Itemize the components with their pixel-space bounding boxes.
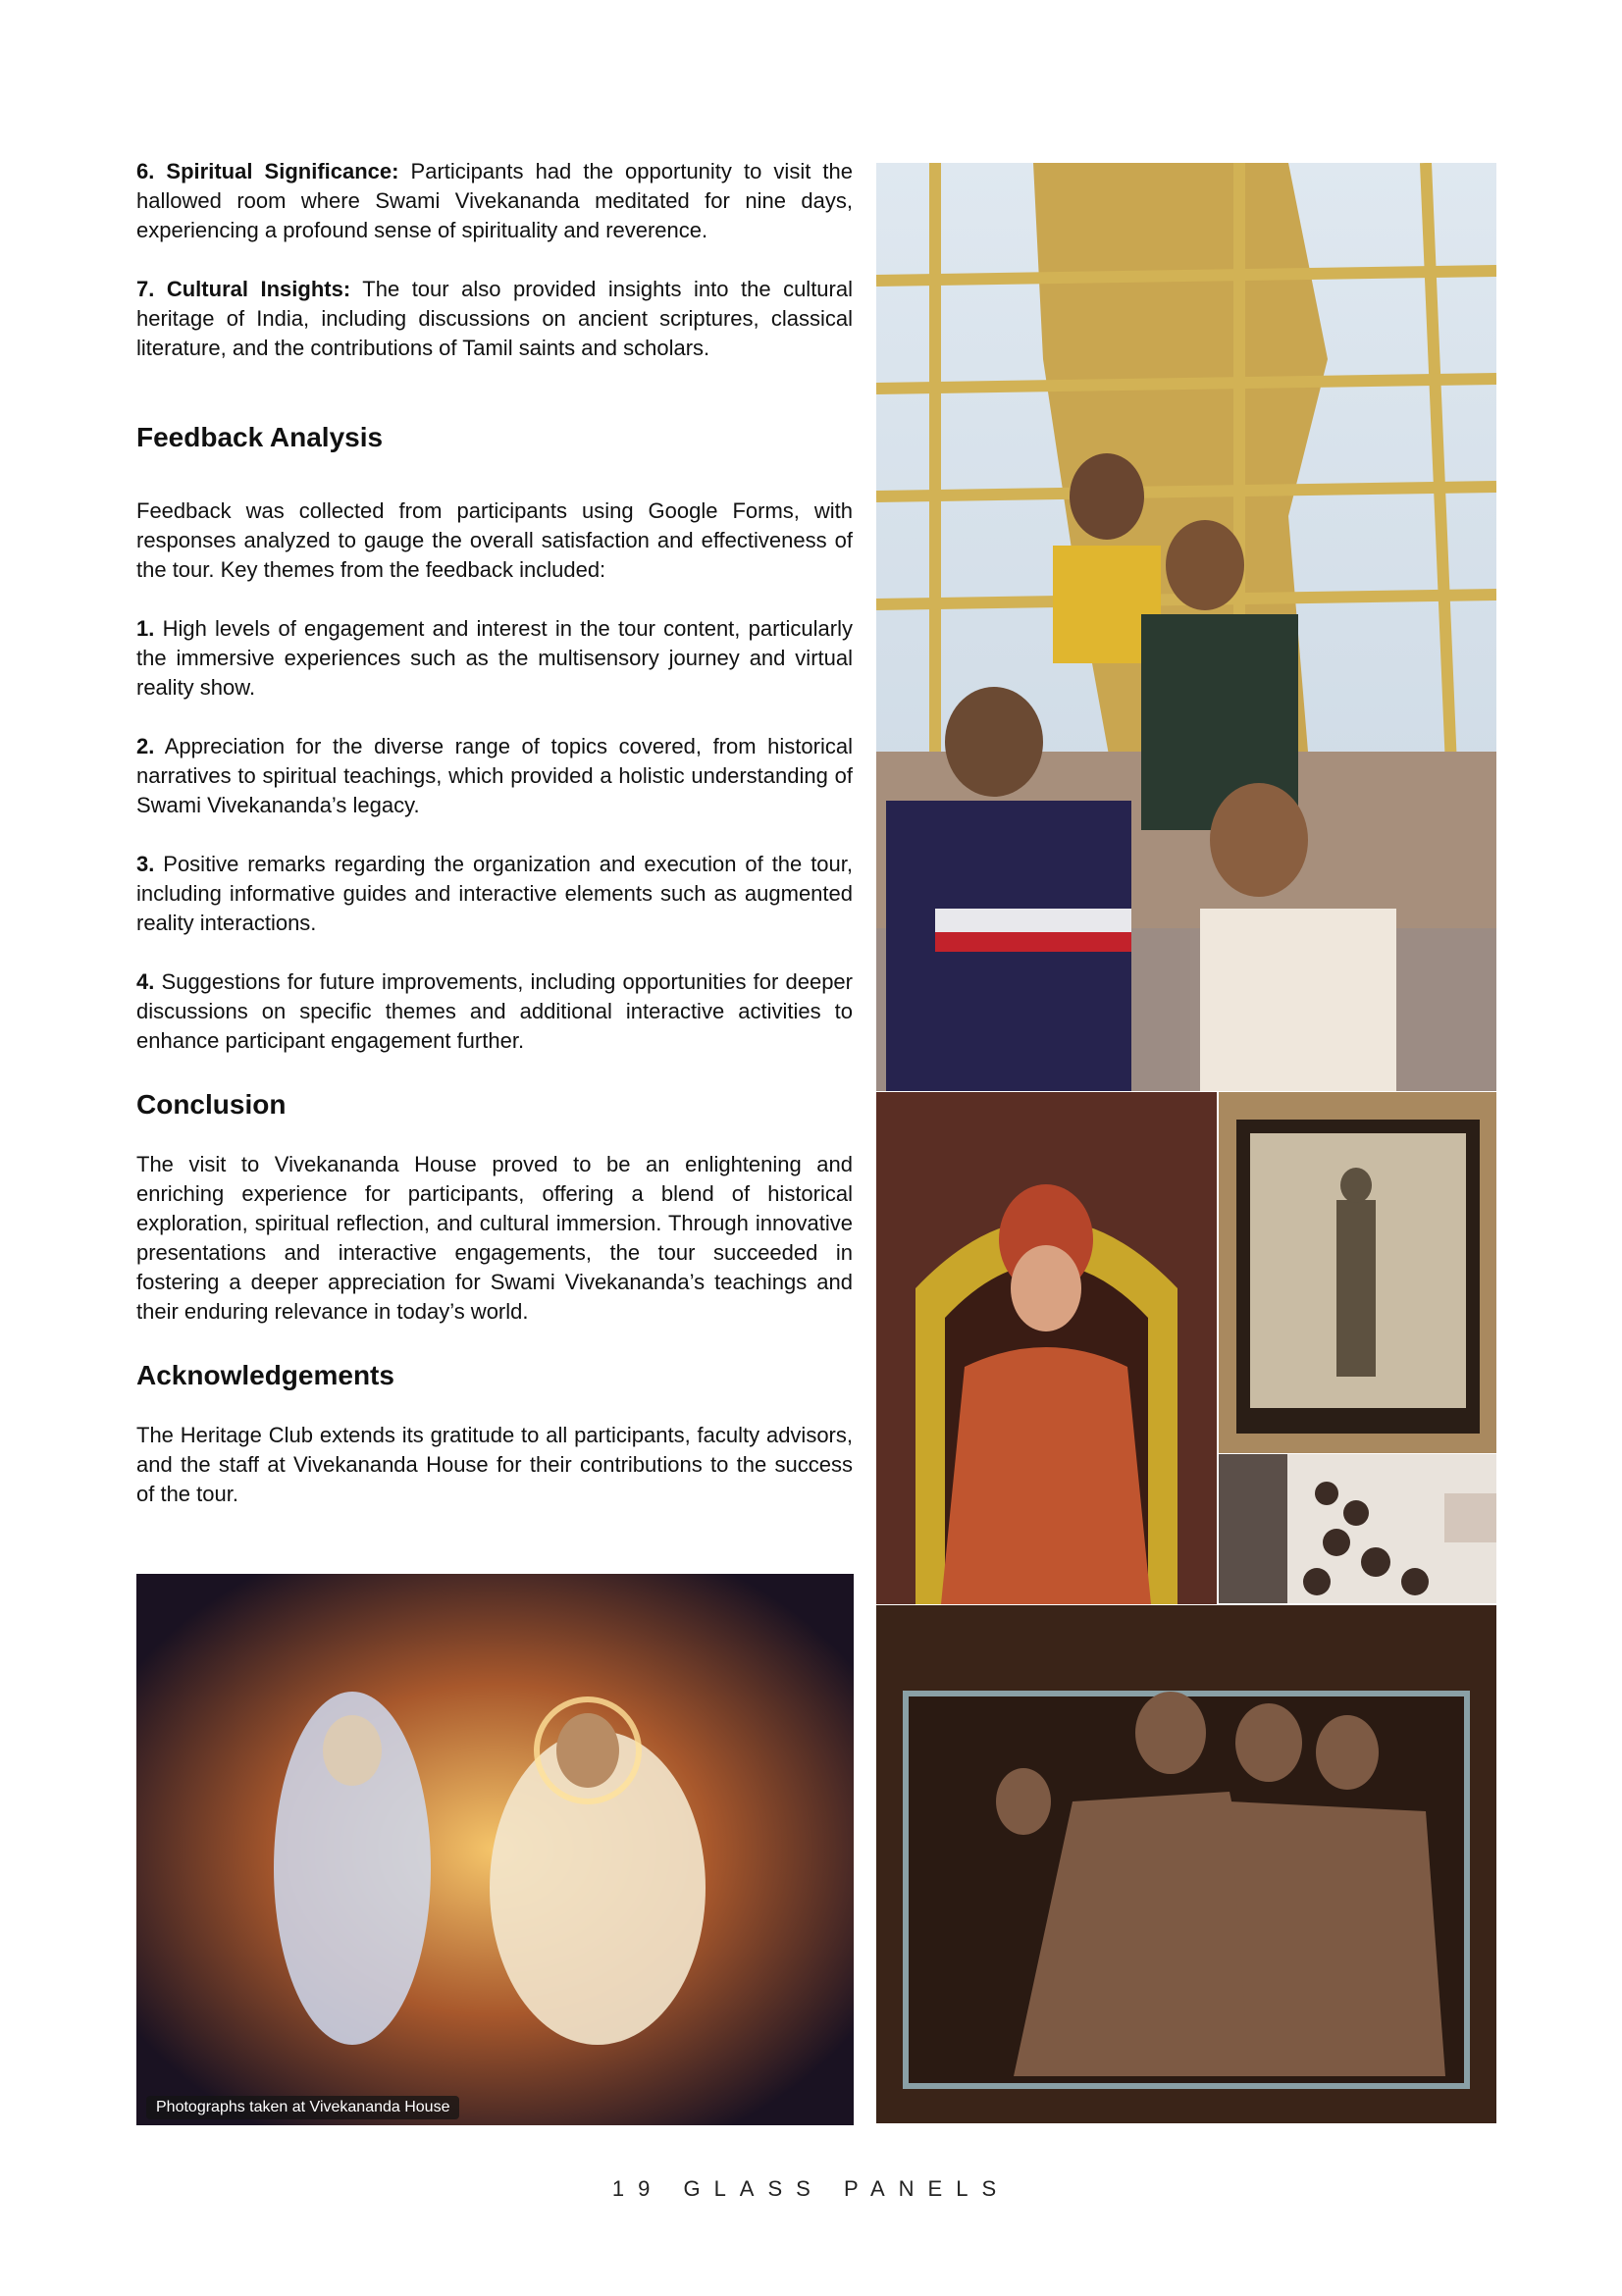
- photo-vivekananda-painting: [136, 1574, 854, 2125]
- photo-visitors-corridor: [1219, 1454, 1496, 1603]
- page-footer: 19 GLASS PANELS: [611, 2176, 1011, 2201]
- text-column: [136, 157, 853, 1509]
- heading-conclusion: Conclusion: [136, 1089, 287, 1120]
- acknowledgements-text: The Heritage Club extends its gratitude to all participants, faculty advisors, and the staff at Vivekananda House for their contributions to the success of the tour.: [136, 1423, 853, 1506]
- photo-framed-portrait: [1219, 1092, 1496, 1453]
- feedback-item: 3. Positive remarks regarding the organization and execution of the tour, including informative guides and interactive elements such as augmented reality interactions.: [136, 852, 853, 935]
- feedback-item: 1. High levels of engagement and interest in the tour content, particularly the immersive experiences such as the multisensory journey and virtual reality show.: [136, 616, 853, 700]
- heading-acknowledgements: Acknowledgements: [136, 1360, 394, 1390]
- photo-bronze-relief: [876, 1605, 1496, 2123]
- photo-students-at-statue: [876, 163, 1496, 1091]
- photo-vivekananda-statue: [876, 1092, 1217, 1604]
- paragraph-cultural-insights: 7. Cultural Insights: The tour also provided insights into the cultural heritage of India, including discussions on ancient scriptures, classical literature, and the contributions of Tamil saints and scholars.: [136, 277, 853, 360]
- feedback-intro: Feedback was collected from participants using Google Forms, with responses analyzed to gauge the overall satisfaction and effectiveness of the tour. Key themes from the feedback included:: [136, 498, 853, 582]
- paragraph-spiritual-significance: 6. Spiritual Significance: Participants had the opportunity to visit the hallowed room where Swami Vivekananda meditated for nine days, experiencing a profound sense of spirituality and reverence.: [136, 159, 853, 242]
- feedback-item: 2. Appreciation for the diverse range of topics covered, from historical narratives to spiritual teachings, which provided a holistic understanding of Swami Vivekananda’s legacy.: [136, 734, 853, 817]
- feedback-item: 4. Suggestions for future improvements, including opportunities for deeper discussions on specific themes and additional interactive activities to enhance participant engagement further.: [136, 969, 853, 1053]
- heading-feedback-analysis: Feedback Analysis: [136, 422, 384, 452]
- conclusion-text: The visit to Vivekananda House proved to be an enlightening and enriching experience for participants, offering a blend of historical exploration, spiritual reflection, and cultural immersion. Through innovative presentations and interactive engagements, the tour succeeded in fostering a deeper appreciation for Swami Vivekananda’s teachings and their enduring relevance in today’s world.: [136, 1152, 853, 1324]
- photo-caption: Photographs taken at Vivekananda House: [146, 2096, 459, 2119]
